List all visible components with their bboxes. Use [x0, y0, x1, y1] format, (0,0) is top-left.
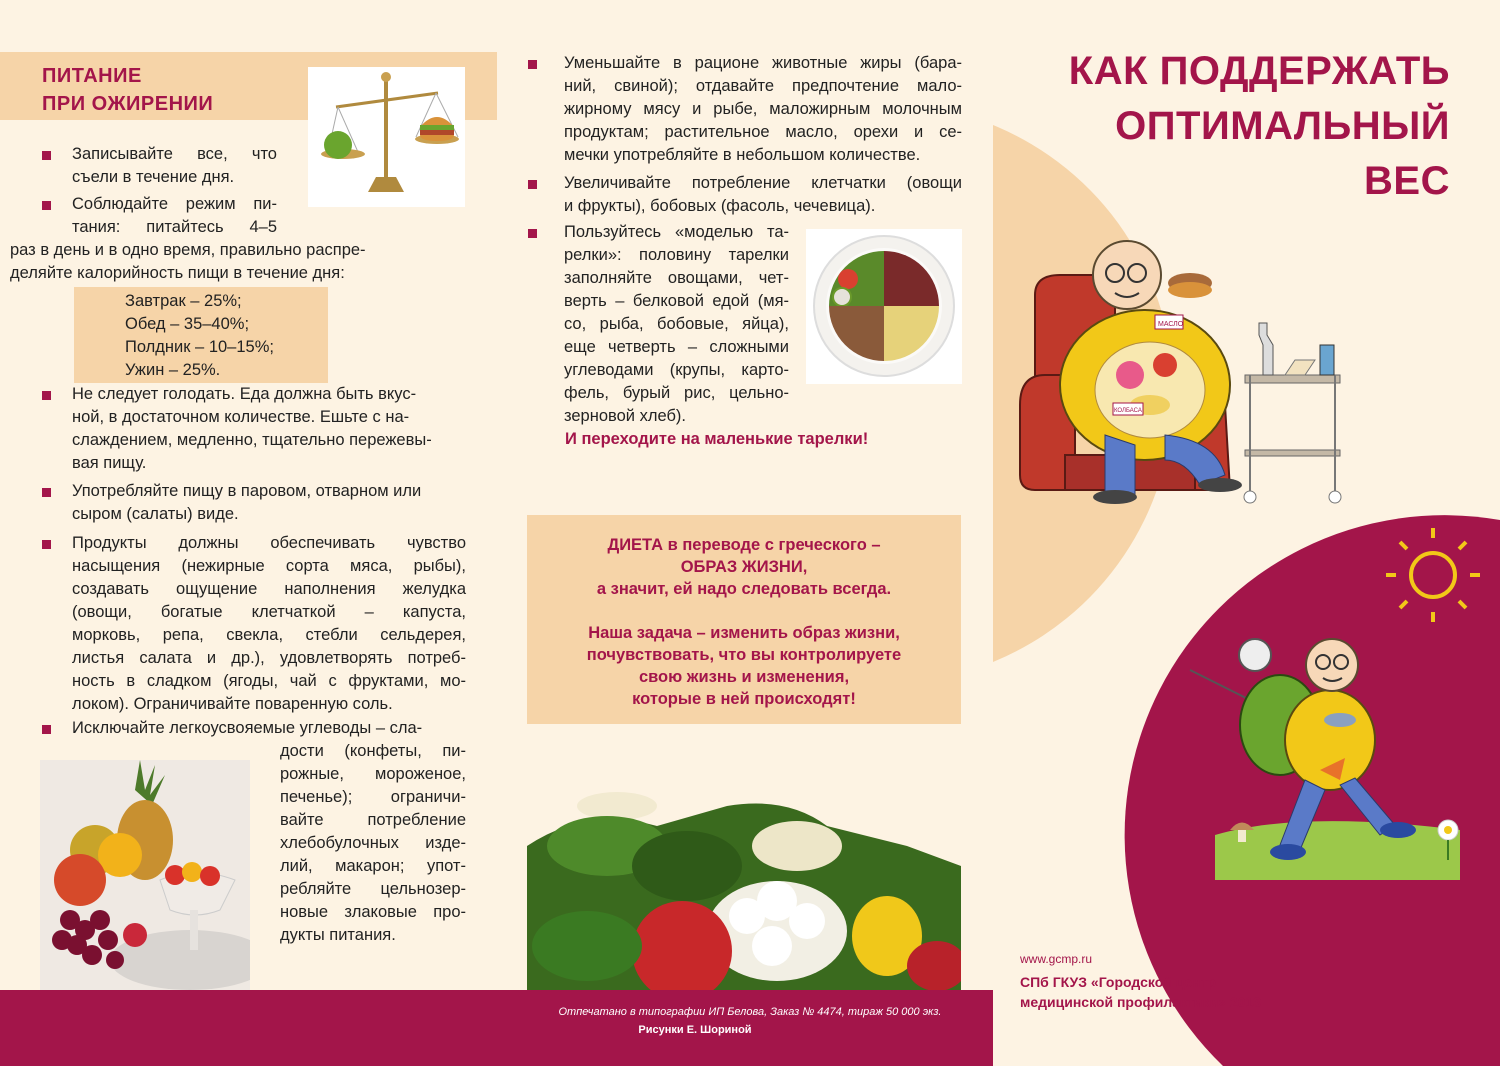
hiker-illustration — [1180, 630, 1470, 880]
advice-fiber: Увеличивайте потребление клетчатки (овощи и фрукты), бобовых (фасоль, чечевица). — [564, 174, 962, 215]
vegetables-image — [527, 786, 961, 990]
print-info: Отпечатано в типографии ИП Белова, Заказ № 4474, тираж 50 000 экз. — [558, 1006, 942, 1018]
bullet-marker — [528, 180, 537, 189]
bullet-marker — [42, 151, 51, 160]
man-in-armchair-illustration — [1015, 235, 1360, 505]
bullet-marker — [528, 229, 537, 238]
advice-carbs-continued: дости (конфеты, пи- рожные, мороженое, печенье); ограничи- вайте потребление хлебобулочных изде- лий, макарон; упот- ребляйте цельнозер- новые злаковые про- дукты питания. — [280, 742, 466, 944]
cover-title: КАК ПОДДЕРЖАТЬ ОПТИМАЛЬНЫЙ ВЕС — [1068, 49, 1450, 203]
bullet-marker — [42, 540, 51, 549]
fruit-image — [40, 760, 250, 990]
section-title: ПИТАНИЕ ПРИ ОЖИРЕНИИ — [42, 65, 214, 115]
illustration-credit: Рисунки Е. Шориной — [638, 1024, 752, 1036]
bullet-marker — [42, 201, 51, 210]
sausage-label: КОЛБАСА — [1114, 408, 1142, 414]
bullet-marker — [42, 488, 51, 497]
advice-carbs: Исключайте легкоусвояемые углеводы – сла- — [72, 719, 423, 737]
advice-cooking: Употребляйте пищу в паровом, отварном или сыром (салаты) виде. — [72, 482, 422, 523]
meal-distribution-list: Завтрак – 25%; Обед – 35–40%; Полдник – 10–15%; Ужин – 25%. — [125, 292, 274, 379]
advice-animal-fats: Уменьшайте в рационе животные жиры (бара- ний, свиной); отдавайте предпочтение мало- жирному мясу и рыбе, маложирным молочным продуктам; растительное масло, орехи и се- мечки употребляйте в небольшом количестве. — [564, 54, 962, 164]
advice-meal-regime: Соблюдайте режим пи- тания: питайтесь 4–5 раз в день и в одно время, правильно распре- деляйте калорийность пищи в течение дня: — [10, 195, 366, 282]
website-link[interactable]: www.gcmp.ru — [1020, 952, 1093, 966]
advice-no-starving: Не следует голодать. Еда должна быть вкус- ной, в достаточном количестве. Ешьте с на- слаждением, медленно, тщательно пережевы- вая пищу. — [72, 385, 432, 472]
bullet-marker — [42, 725, 51, 734]
advice-plate-model: Пользуйтесь «моделью та- релки»: половину тарелки заполняйте овощами, чет- верть – белковой едой (мя- со, рыба, бобовые, яйца), еще четверть – сложными углеводами (крупы, карто- фель, бурый рис, цельно- зерновой хлеб). — [564, 223, 789, 425]
advice-products: Продукты должны обеспечивать чувство насыщения (нежирные сорта мяса, рыбы), создавать ощущение наполнения желудка (овощи, богатые клетчаткой – капуста, морковь, репа, свекла, стебли сельдерея, листья салата и др.), удовлетворять потреб- ность в сладком (ягоды, чай с фруктами, мо- локом). Ограничивайте поваренную соль. — [72, 534, 466, 713]
advice-record-food: Записывайте все, что съели в течение дня. — [72, 145, 277, 186]
bullet-marker — [528, 60, 537, 69]
butter-label: МАСЛО — [1158, 321, 1184, 328]
small-plates-tip: И переходите на маленькие тарелки! — [565, 430, 869, 448]
diet-message: ДИЕТА в переводе с греческого – ОБРАЗ ЖИЗНИ, а значит, ей надо следовать всегда. Наша задача – изменить образ жизни, почувствовать, что вы контролируете свою жизнь и изменения, которые в ней происходят! — [586, 536, 902, 708]
organization-name: СПб ГКУЗ «Городской центр медицинской профилактики» 2013 — [1020, 974, 1261, 1010]
bullet-marker — [42, 391, 51, 400]
plate-image — [806, 229, 962, 384]
scales-image — [308, 67, 465, 207]
